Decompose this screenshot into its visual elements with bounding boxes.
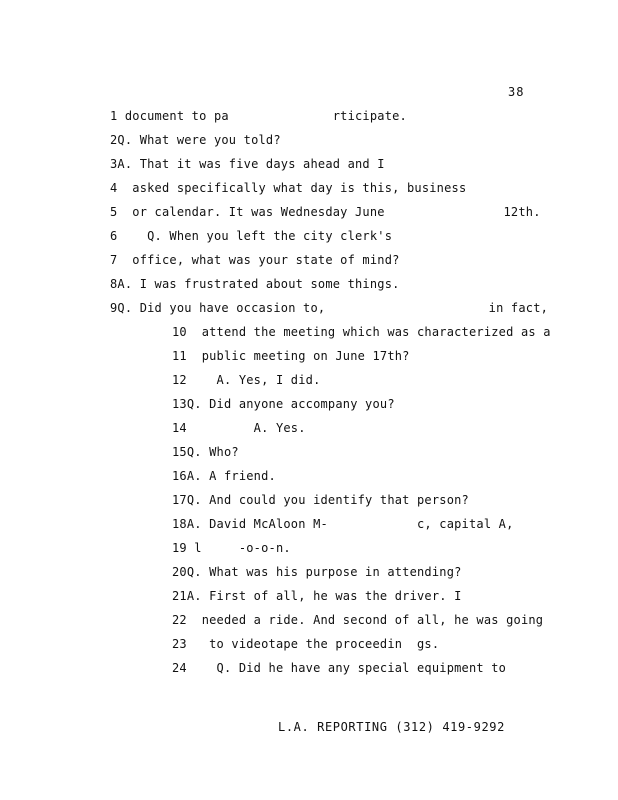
transcript-line-16: 16A. A friend.: [172, 469, 276, 483]
transcript-line-2: 2Q. What were you told?: [110, 133, 281, 147]
transcript-line-21: 21A. First of all, he was the driver. I: [172, 589, 462, 603]
transcript-line-4: 4 asked specifically what day is this, business: [110, 181, 467, 195]
transcript-line-1: 1 document to pa rticipate.: [110, 109, 407, 123]
transcript-line-11: 11 public meeting on June 17th?: [172, 349, 410, 363]
transcript-line-7: 7 office, what was your state of mind?: [110, 253, 400, 267]
transcript-line-20: 20Q. What was his purpose in attending?: [172, 565, 462, 579]
transcript-line-19: 19 l -o-o-n.: [172, 541, 291, 555]
transcript-line-15: 15Q. Who?: [172, 445, 239, 459]
transcript-line-3: 3A. That it was five days ahead and I: [110, 157, 385, 171]
transcript-line-13: 13Q. Did anyone accompany you?: [172, 397, 395, 411]
transcript-line-12: 12 A. Yes, I did.: [172, 373, 321, 387]
transcript-line-17: 17Q. And could you identify that person?: [172, 493, 469, 507]
transcript-line-6: 6 Q. When you left the city clerk's: [110, 229, 393, 243]
transcript-line-8: 8A. I was frustrated about some things.: [110, 277, 400, 291]
transcript-line-24: 24 Q. Did he have any special equipment to: [172, 661, 507, 675]
page-number: 38: [508, 85, 525, 99]
transcript-line-5: 5 or calendar. It was Wednesday June 12th.: [110, 205, 541, 219]
transcript-line-10: 10 attend the meeting which was characterized as a: [172, 325, 551, 339]
transcript-line-14: 14 A. Yes.: [172, 421, 306, 435]
transcript-line-9: 9Q. Did you have occasion to, in fact,: [110, 301, 549, 315]
reporter-footer: L.A. REPORTING (312) 419-9292: [278, 720, 505, 734]
transcript-line-22: 22 needed a ride. And second of all, he was going: [172, 613, 544, 627]
transcript-line-18: 18A. David McAloon M- c, capital A,: [172, 517, 514, 531]
transcript-line-23: 23 to videotape the proceedin gs.: [172, 637, 440, 651]
